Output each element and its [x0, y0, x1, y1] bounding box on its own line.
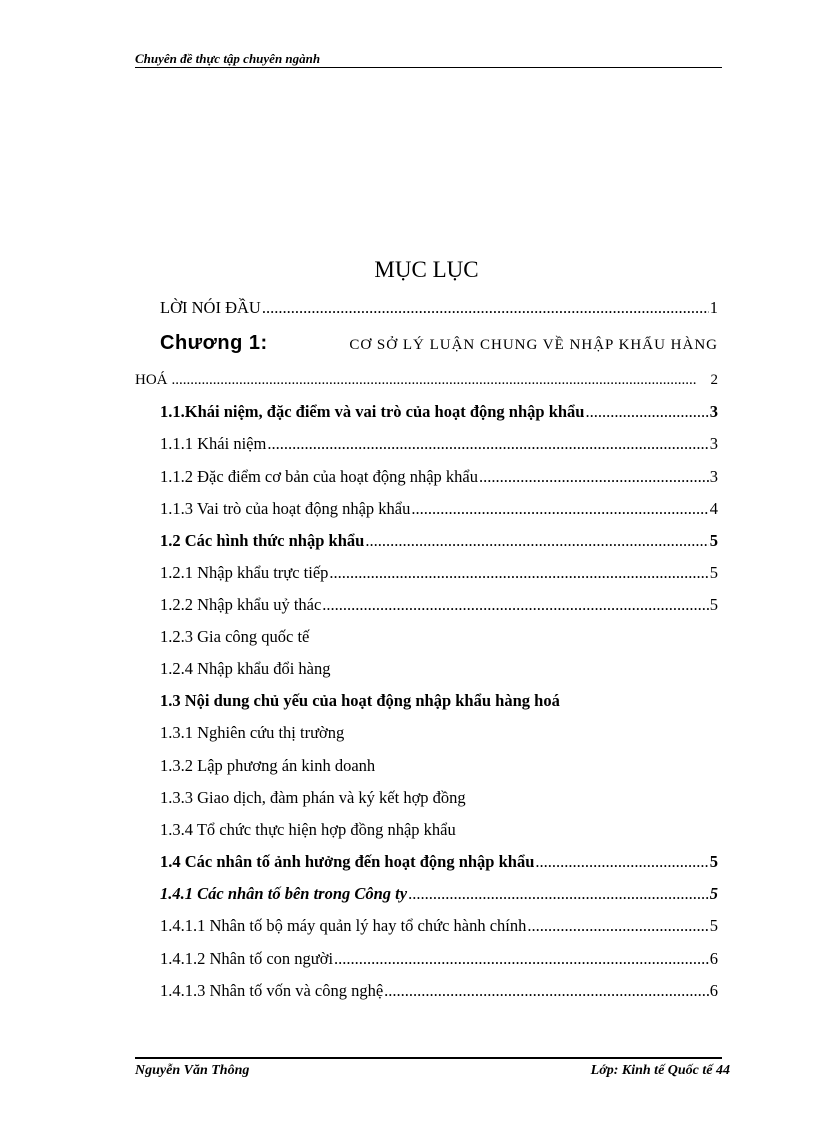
toc-entry-page: 5	[709, 884, 718, 903]
toc-leader-dots	[334, 948, 709, 970]
toc-entry-1-4-1-1[interactable]	[160, 915, 718, 937]
toc-entry-label: 1.3.1 Nghiên cứu thị trường	[160, 723, 345, 742]
toc-entry-label: 1.2.2 Nhập khẩu uỷ thác	[160, 595, 322, 614]
toc-entry-1-4[interactable]	[160, 851, 718, 873]
toc-entry-page: 5	[709, 563, 718, 582]
toc-entry-1-1-1[interactable]	[160, 433, 718, 455]
toc-entry-label: 1.4.1.3 Nhân tố vốn và công nghệ	[160, 981, 384, 1000]
toc-entry-1-2-4[interactable]	[160, 658, 718, 680]
toc-leader-dots	[172, 369, 697, 391]
toc-leader-dots	[408, 883, 709, 905]
toc-entry-1-3-3[interactable]	[160, 787, 718, 809]
toc-entry-page: 1	[709, 298, 718, 317]
footer-divider	[135, 1057, 722, 1059]
toc-entry-chapter-1-continuation[interactable]	[135, 369, 718, 391]
toc-entry-label: 1.3.2 Lập phương án kinh doanh	[160, 756, 376, 775]
toc-entry-1-4-1-2[interactable]	[160, 948, 718, 970]
toc-entry-label: 1.3.4 Tổ chức thực hiện hợp đồng nhập khẩu	[160, 820, 456, 839]
toc-entry-label: 1.2.4 Nhập khẩu đổi hàng	[160, 659, 331, 678]
page-header: Chuyên đề thực tập chuyên ngành	[135, 50, 722, 68]
toc-entry-label: 1.1.Khái niệm, đặc điểm và vai trò của hoạt động nhập khẩu	[160, 402, 585, 421]
toc-entry-label: 1.1.2 Đặc điểm cơ bản của hoạt động nhập khẩu	[160, 467, 479, 486]
toc-entry-loi-noi-dau[interactable]	[160, 297, 718, 319]
chapter-title: CƠ SỞ LÝ LUẬN CHUNG VỀ NHẬP KHẨU HÀNG	[349, 337, 718, 353]
toc-leader-dots	[262, 297, 709, 319]
toc-entry-1-1-3[interactable]	[160, 498, 718, 520]
toc-entry-label: 1.4 Các nhân tố ảnh hưởng đến hoạt động nhập khẩu	[160, 852, 535, 871]
toc-entry-1-2-1[interactable]	[160, 562, 718, 584]
toc-entry-page: 3	[709, 467, 718, 486]
toc-entry-1-3-2[interactable]	[160, 755, 718, 777]
page-title: MỤC LỤC	[374, 257, 479, 282]
toc-entry-1-3-4[interactable]	[160, 819, 718, 841]
toc-entry-label: 1.3 Nội dung chủ yếu của hoạt động nhập khẩu hàng hoá	[160, 691, 560, 710]
toc-leader-dots	[329, 562, 708, 584]
toc-entry-page: 2	[710, 372, 718, 388]
toc-entry-label: 1.4.1.1 Nhân tố bộ máy quản lý hay tổ chức hành chính	[160, 916, 527, 935]
toc-entry-page: 5	[709, 531, 718, 550]
toc-entry-label: 1.4.1.2 Nhân tố con người	[160, 949, 334, 968]
toc-entry-label: 1.1.3 Vai trò của hoạt động nhập khẩu	[160, 499, 411, 518]
toc-entry-chapter-1[interactable]	[160, 332, 718, 360]
toc-entry-1-1[interactable]	[160, 401, 718, 423]
toc-entry-page: 3	[709, 402, 718, 421]
toc-entry-label: 1.2.3 Gia công quốc tế	[160, 627, 310, 646]
toc-entry-label: 1.1.1 Khái niệm	[160, 434, 267, 453]
chapter-label: Chương 1:	[160, 332, 268, 354]
toc-leader-dots	[535, 851, 708, 873]
toc-entry-label: 1.2 Các hình thức nhập khẩu	[160, 531, 365, 550]
toc-entry-page: 6	[709, 949, 718, 968]
toc-entry-page: 3	[709, 434, 718, 453]
toc-entry-1-2-3[interactable]	[160, 626, 718, 648]
toc-leader-dots	[322, 594, 708, 616]
toc-entry-page: 5	[709, 916, 718, 935]
toc-entry-page: 6	[709, 981, 718, 1000]
toc-entry-1-2-2[interactable]	[160, 594, 718, 616]
footer-class: Lớp: Kinh tế Quốc tế 44	[590, 1063, 730, 1078]
toc-leader-dots	[479, 466, 709, 488]
toc-entry-page: 5	[709, 595, 718, 614]
toc-entry-page: 4	[709, 499, 718, 518]
toc-entry-1-4-1-3[interactable]	[160, 980, 718, 1002]
toc-entry-label: LỜI NÓI ĐẦU	[160, 298, 261, 317]
toc-entry-1-2[interactable]	[160, 530, 718, 552]
toc-leader-dots	[527, 915, 708, 937]
toc-entry-1-1-2[interactable]	[160, 466, 718, 488]
toc-entry-label: 1.3.3 Giao dịch, đàm phán và ký kết hợp đồng	[160, 788, 466, 807]
toc-leader-dots	[365, 530, 708, 552]
toc-entry-1-3[interactable]	[160, 690, 718, 712]
toc-entry-1-4-1[interactable]	[160, 883, 718, 905]
page-footer	[135, 1062, 730, 1080]
toc-entry-page: 5	[709, 852, 718, 871]
footer-author: Nguyễn Văn Thông	[135, 1063, 250, 1078]
toc-entry-1-3-1[interactable]	[160, 722, 718, 744]
chapter-title-continuation: HOÁ	[135, 372, 168, 388]
toc-leader-dots	[384, 980, 709, 1002]
toc-leader-dots	[267, 433, 708, 455]
toc-entry-label: 1.4.1 Các nhân tố bên trong Công ty	[160, 884, 408, 903]
toc-leader-dots	[411, 498, 708, 520]
toc-leader-dots	[586, 401, 709, 423]
toc-entry-label: 1.2.1 Nhập khẩu trực tiếp	[160, 563, 329, 582]
